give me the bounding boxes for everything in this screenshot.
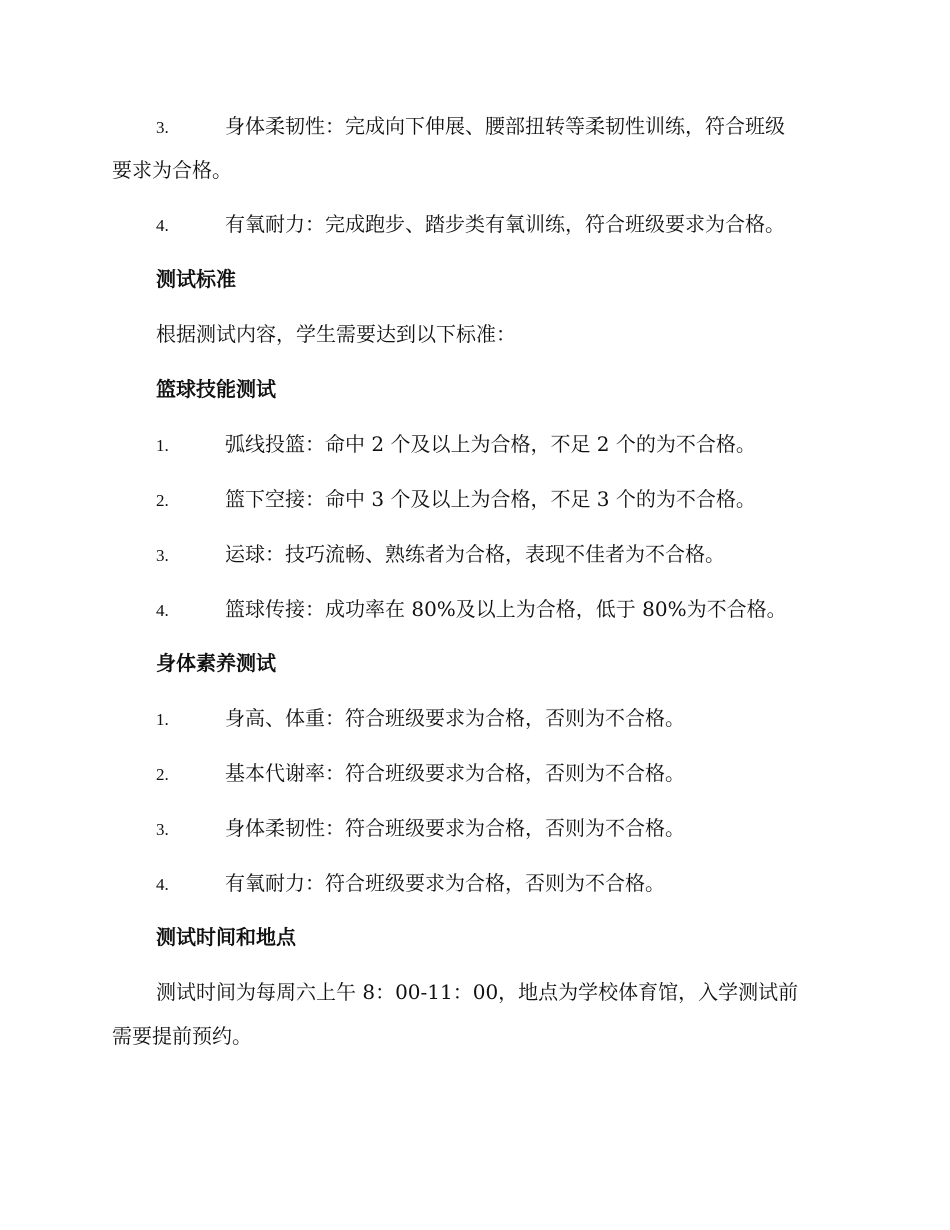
list-text: 篮下空接：命中 3 个及以上为合格，不足 3 个的为不合格。 [225,487,756,511]
section-heading: 身体素养测试 [156,651,276,675]
list-text: 身体柔韧性：完成向下伸展、腰部扭转等柔韧性训练，符合班级 [225,114,785,138]
list-item [112,202,836,248]
list-text: 身高、体重：符合班级要求为合格，否则为不合格。 [225,706,685,730]
list-number: 1. [156,710,169,729]
paragraph: 根据测试内容，学生需要达到以下标准： [156,322,516,346]
list-item [112,532,836,578]
list-text: 运球：技巧流畅、熟练者为合格，表现不佳者为不合格。 [225,542,725,566]
list-item [112,806,836,852]
list-item [112,477,836,523]
list-number: 3. [156,546,169,565]
list-item [112,751,836,797]
section-heading: 测试时间和地点 [156,925,296,949]
list-item [112,861,836,907]
list-text: 篮球传接：成功率在 80%及以上为合格，低于 80%为不合格。 [225,597,787,621]
list-number: 2. [156,765,169,784]
list-number: 4. [156,601,169,620]
list-item [112,696,836,742]
list-number: 3. [156,820,169,839]
list-item [112,587,836,633]
paragraph: 测试时间为每周六上午 8：00-11：00，地点为学校体育馆，入学测试前 [156,980,799,1004]
list-text: 有氧耐力：完成跑步、踏步类有氧训练，符合班级要求为合格。 [225,212,785,236]
section-heading: 篮球技能测试 [156,377,276,401]
list-item [112,422,836,468]
section-heading: 测试标准 [156,267,236,291]
list-number: 3. [156,118,169,137]
list-text: 身体柔韧性：符合班级要求为合格，否则为不合格。 [225,816,685,840]
list-number: 2. [156,491,169,510]
list-text: 基本代谢率：符合班级要求为合格，否则为不合格。 [225,761,685,785]
list-number: 4. [156,875,169,894]
list-item [112,104,836,150]
list-item-continuation [112,148,836,192]
list-text: 弧线投篮：命中 2 个及以上为合格，不足 2 个的为不合格。 [225,432,756,456]
list-text: 有氧耐力：符合班级要求为合格，否则为不合格。 [225,871,665,895]
list-number: 4. [156,216,169,235]
list-text-continuation: 要求为合格。 [112,158,232,182]
list-number: 1. [156,436,169,455]
paragraph-continuation: 需要提前预约。 [112,1024,252,1048]
